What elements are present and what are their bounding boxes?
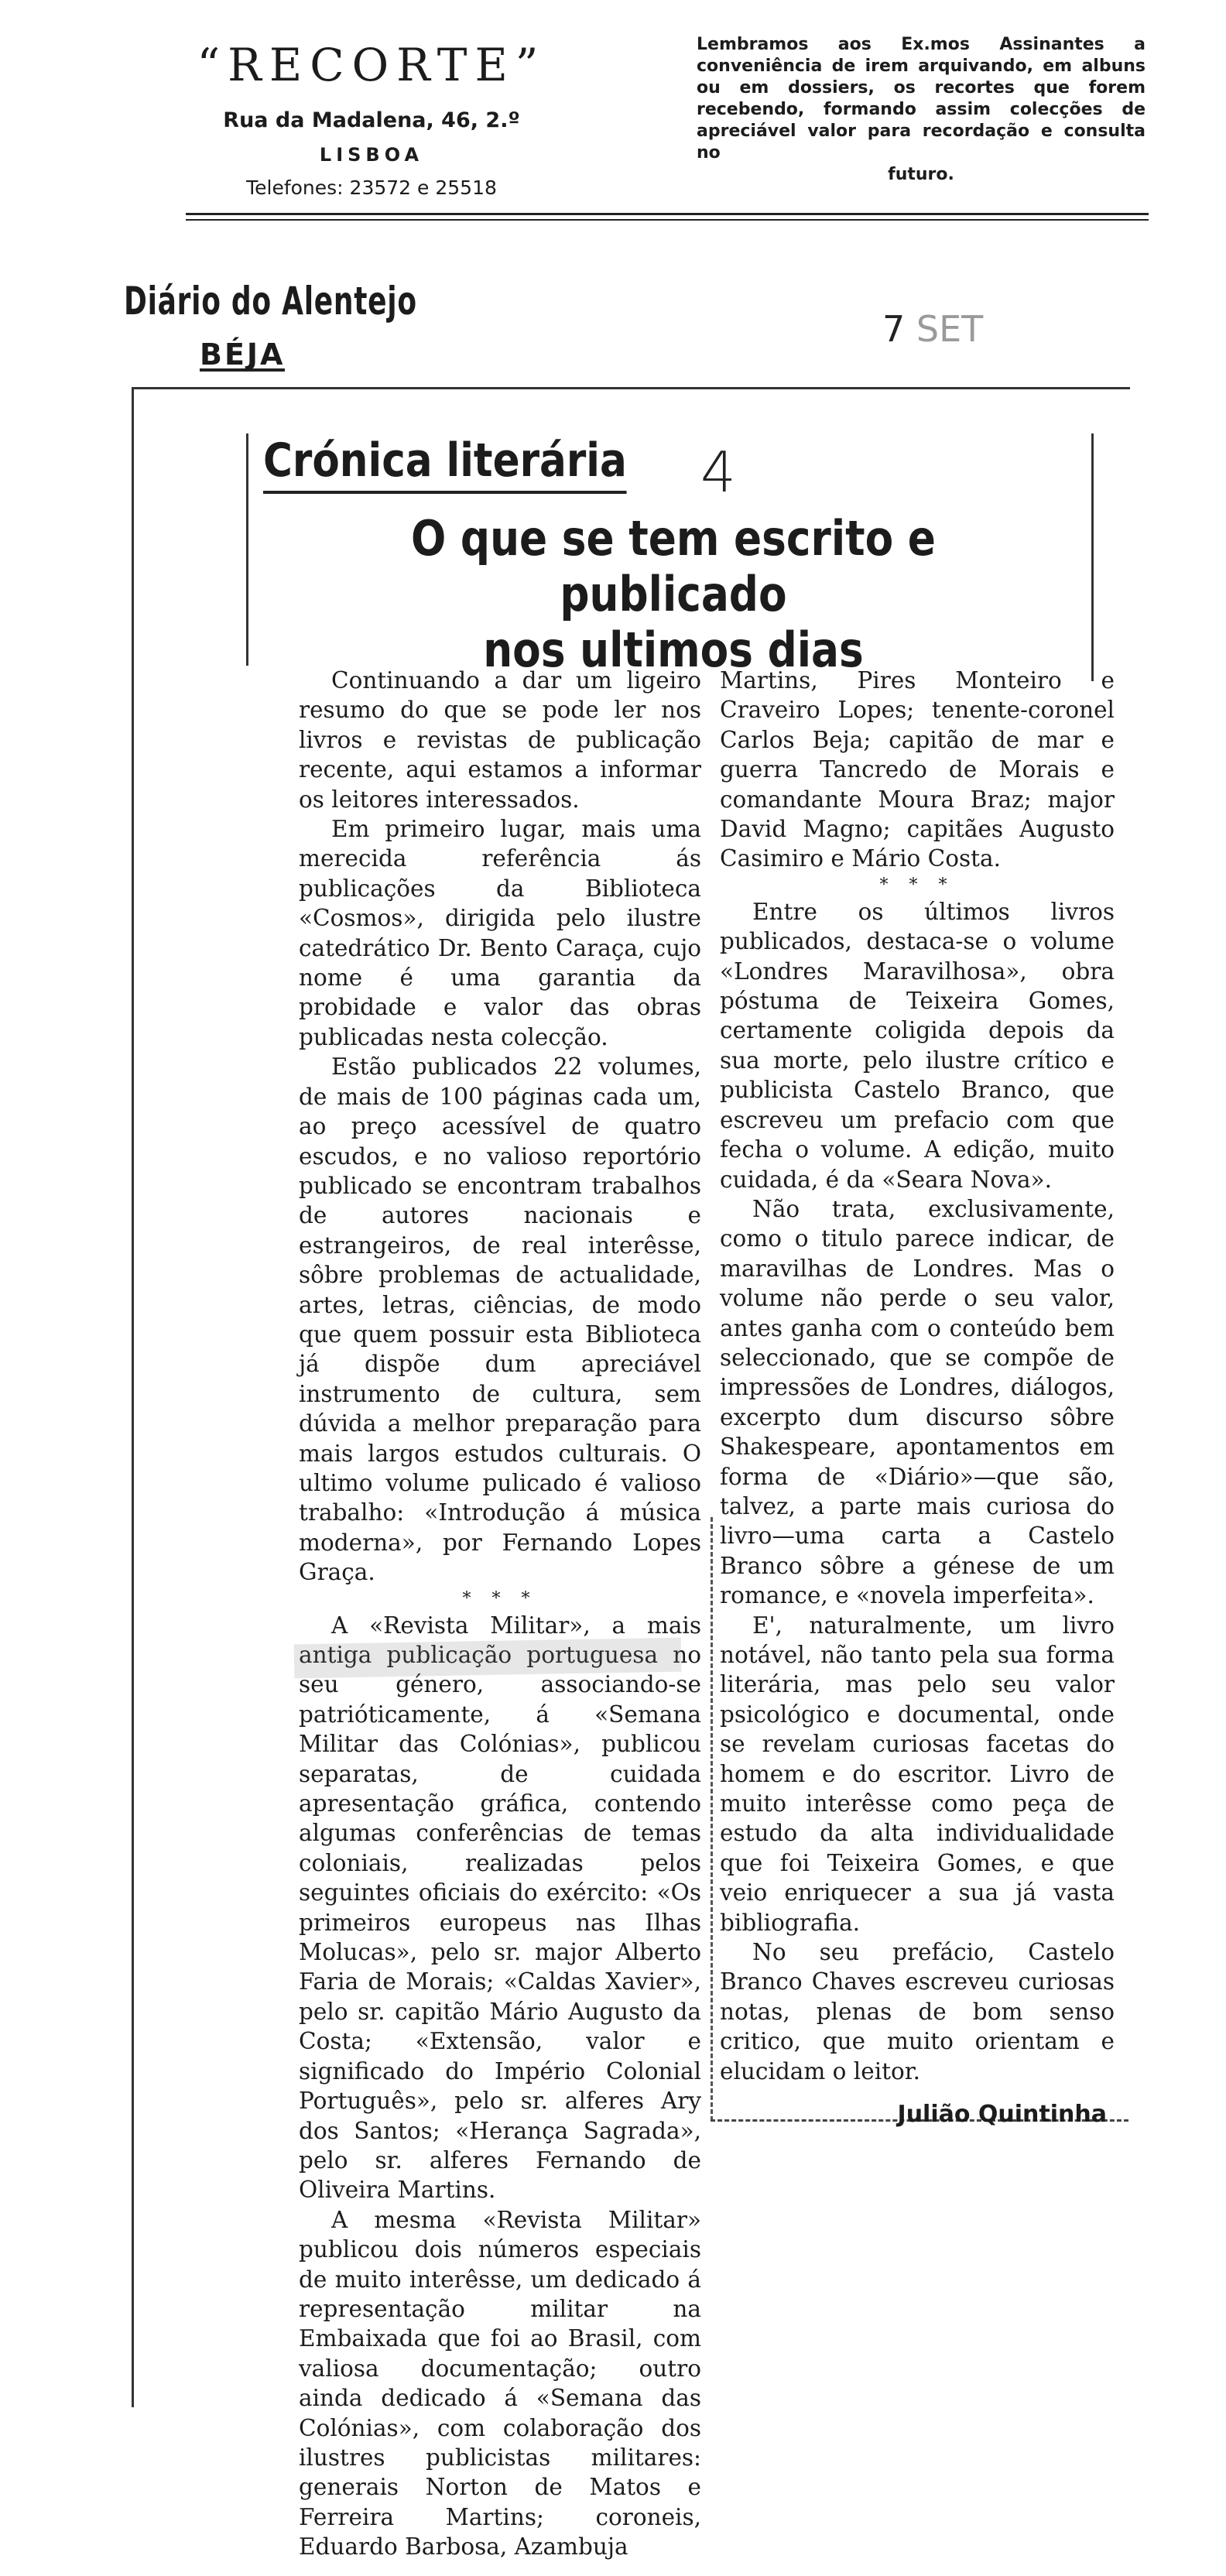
date-stamp-month: SET xyxy=(916,308,984,350)
headline-line-2: nos ultimos dias xyxy=(483,622,864,678)
print-smudge xyxy=(294,1638,682,1679)
paragraph: Em primeiro lugar, mais uma merecida referência ás publicações da Biblioteca «Cosmos», dirigida pelo ilustre catedrático Dr. Bento Caraça, cujo nome é uma garantia da probidade e valor das obras publicadas nesta colecção. xyxy=(299,816,701,1050)
headline-border-right xyxy=(1091,433,1094,681)
newspaper-city: BÉJA xyxy=(200,337,286,372)
section-separator: * * * xyxy=(879,875,955,895)
clipping-border-top xyxy=(132,387,1130,389)
article-headline xyxy=(314,511,1033,678)
article-column-left xyxy=(299,666,701,2562)
handwritten-mark: 4 xyxy=(700,440,736,505)
headline-line-1: O que se tem escrito e publicado xyxy=(411,510,936,622)
article-column-right xyxy=(720,666,1115,2130)
paragraph: Continuando a dar um ligeiro resumo do que se pode ler nos livros e revistas de publicação recente, aqui estamos a informar os leitores interessados. xyxy=(299,667,701,813)
author-signature: Julião Quintinha xyxy=(897,2101,1107,2129)
agency-note-last: futuro. xyxy=(888,165,954,184)
section-kicker: Crónica literária xyxy=(263,433,627,494)
headline-border-left xyxy=(246,433,248,666)
paragraph: Martins, Pires Monteiro e Craveiro Lopes; tenente-coronel Carlos Beja; capitão de mar e guerra Tancredo de Morais e comandante Moura Braz; major David Magno; capitães Augusto Casimiro e Mário Costa. xyxy=(720,667,1115,872)
agency-address: Rua da Madalena, 46, 2.º xyxy=(223,108,520,132)
newspaper-name: Diário do Alentejo xyxy=(124,279,417,324)
paragraph: A «Revista Militar», a mais antiga publicação portuguesa no seu género, associando-se patrióticamente, á «Semana Militar das Colónias», publicou separatas, de cuidada apresentação gráfica, contendo algumas conferências de temas coloniais, realizadas pelos seguintes oficiais do exército: «Os primeiros europeus nas Ilhas Molucas», pelo sr. major Alberto Faria de Morais; «Caldas Xavier», pelo sr. capitão Mário Augusto da Costa; «Extensão, valor e significado do Império Colonial Português», pelo sr. alferes Ary dos Santos; «Herança Sagrada», pelo sr. alferes Fernando de Oliveira Martins. xyxy=(299,1612,701,2204)
agency-phones: Telefones: 23572 e 25518 xyxy=(246,176,497,199)
cut-line-vertical xyxy=(711,1517,715,2121)
clipping-border-left xyxy=(132,387,134,2407)
agency-note-text: Lembramos aos Ex.mos Assinantes a conveniência de irem arquivando, em albuns ou em dossiers, os recortes que forem recebendo, formando assim colecções de apreciável valor para recordação e consulta no xyxy=(697,35,1146,163)
header-divider xyxy=(186,213,1149,215)
agency-city: LISBOA xyxy=(319,144,424,166)
paragraph: Estão publicados 22 volumes, de mais de 100 páginas cada um, ao preço acessível de quatro escudos, e no valioso reportório publicado se encontram trabalhos de autores nacionais e estrangeiros, de real interêsse, sôbre problemas de actualidade, artes, letras, ciências, de modo que quem possuir esta Biblioteca já dispõe dum apreciável instrumento de cultura, sem dúvida a melhor preparação para mais largos estudos culturais. O ultimo volume pulicado é valioso trabalho: «Introdução á música moderna», por Fernando Lopes Graça. xyxy=(299,1053,701,1586)
section-separator: * * * xyxy=(462,1588,538,1608)
date-stamp xyxy=(882,308,983,350)
paragraph: E', naturalmente, um livro notável, não tanto pela sua forma literária, mas pelo seu valor psicológico e documental, onde se revelam curiosas facetas do homem e do escritor. Livro de muito interêsse como peça de estudo da alta individualidade que foi Teixeira Gomes, e que veio enriquecer a sua já vasta bibliografia. xyxy=(720,1612,1115,1936)
paragraph: A mesma «Revista Militar» publicou dois números especiais de muito interêsse, um dedicado á representação militar na Embaixada que foi ao Brasil, com valiosa documentação; outro ainda dedicado á «Semana das Colónias», com colaboração dos ilustres publicistas militares: generais Norton de Matos e Ferreira Martins; coroneis, Eduardo Barbosa, Azambuja xyxy=(299,2206,701,2561)
paragraph: Não trata, exclusivamente, como o titulo parece indicar, de maravilhas de Londres. Mas o volume não perde o seu valor, antes ganha com o conteúdo bem seleccionado, que se compõe de impressões de Londres, diálogos, excerpto dum discurso sôbre Shakespeare, apontamentos em forma de «Diário»—que são, talvez, a parte mais curiosa do livro—uma carta a Castelo Branco sôbre a génese de um romance, e «novela imperfeita». xyxy=(720,1195,1115,1609)
paragraph: Entre os últimos livros publicados, destaca-se o volume «Londres Maravilhosa», obra póstuma de Teixeira Gomes, certamente coligida depois da sua morte, pelo ilustre crítico e publicista Castelo Branco, que escreveu um prefacio com que fecha o volume. A edição, muito cuidada, é da «Seara Nova». xyxy=(720,898,1115,1193)
agency-title: “RECORTE” xyxy=(197,39,546,91)
date-stamp-day: 7 xyxy=(882,308,906,350)
paragraph: No seu prefácio, Castelo Branco Chaves escreveu curiosas notas, plenas de bom senso critico, que muito orientam e elucidam o leitor. xyxy=(720,1939,1115,2084)
agency-note xyxy=(697,34,1146,186)
header-divider-thin xyxy=(186,219,1149,221)
